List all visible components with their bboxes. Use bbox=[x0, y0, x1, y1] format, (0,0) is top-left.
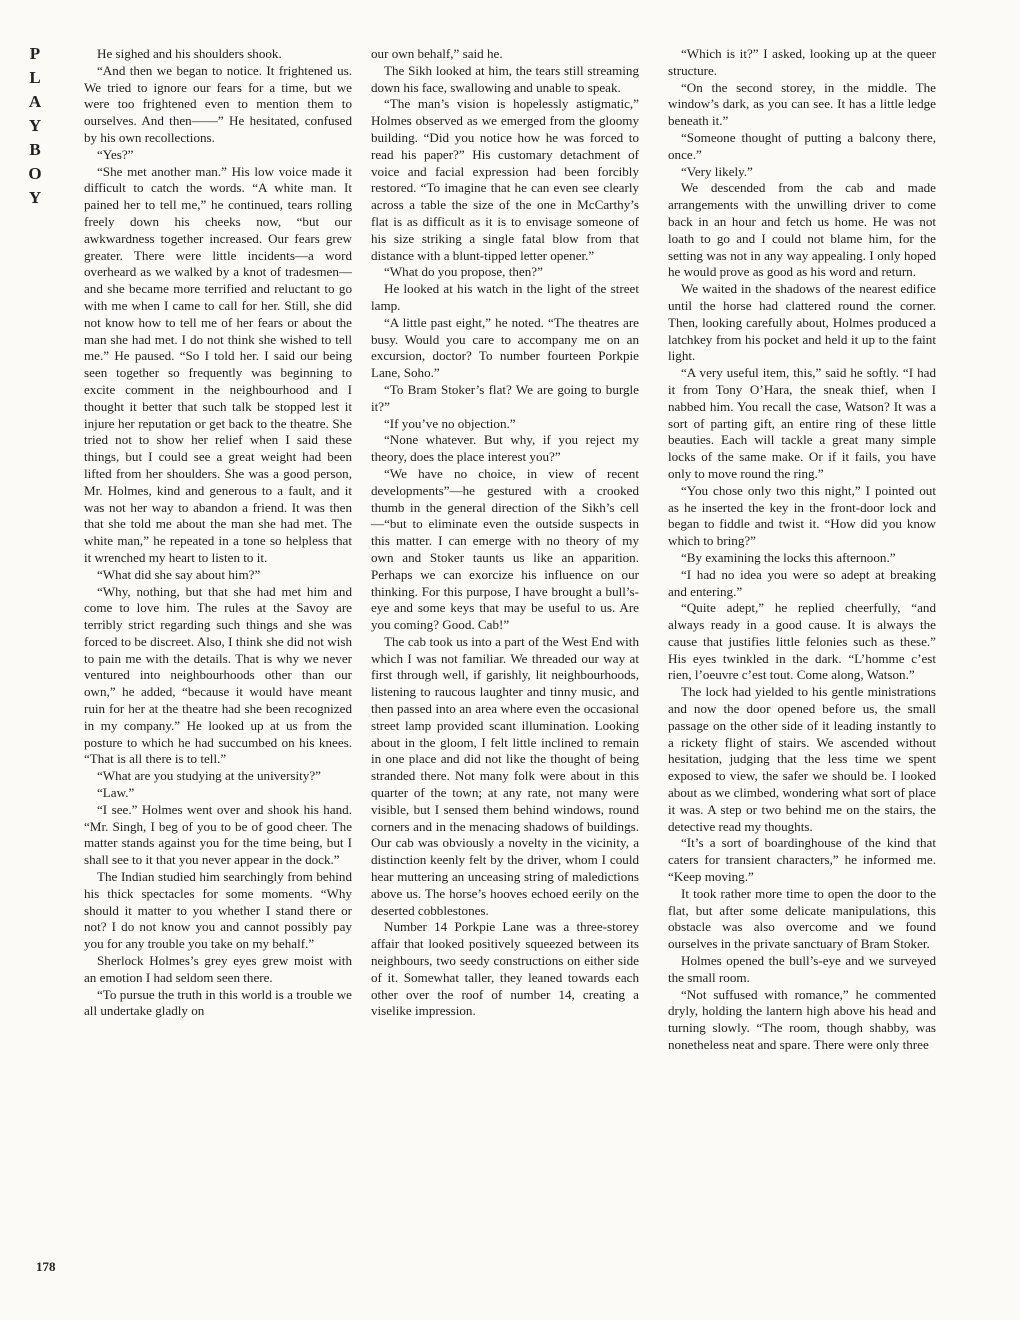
paragraph: “You chose only two this night,” I pointed out as he inserted the key in the front-door lock and began to fiddle and twist it. “How did you know which to bring?” bbox=[668, 482, 936, 549]
paragraph: It took rather more time to open the door to the flat, but after some delicate manipulations, this obstacle was also overcome and we found ourselves in the private sanctuary of Bram Stoker. bbox=[668, 885, 936, 952]
paragraph: “None whatever. But why, if you reject my theory, does the place interest you?” bbox=[371, 432, 639, 465]
paragraph: We descended from the cab and made arrangements with the unwilling driver to come back in an hour and fetch us home. He was not loath to go and I could not blame him, for the setting was not in any way appealing. I only hoped he would prove as good as his word and return. bbox=[668, 180, 936, 280]
paragraph: The Indian studied him searchingly from behind his thick spectacles for some moments. “Why should it matter to you whether I stand there or not? I do not know you and cannot possibly pay you for any trouble you take on my behalf.” bbox=[84, 869, 352, 952]
paragraph: He looked at his watch in the light of the street lamp. bbox=[371, 281, 639, 313]
paragraph: “What are you studying at the university?” bbox=[97, 768, 321, 784]
paragraph: The lock had yielded to his gentle ministrations and now the door opened before us, the small passage on the other side of it leading instantly to a rickety flight of stairs. We ascended without hesitation, judging that the less time we spent exposed to view, the safer we should be. I looked about as we climbed, wondering what sort of place it was. A step or two behind me on the stairs, the detective read my thoughts. bbox=[668, 684, 936, 834]
side-letter: Y bbox=[28, 188, 42, 207]
side-letter: Y bbox=[28, 116, 42, 135]
paragraph: “On the second storey, in the middle. The window’s dark, as you can see. It has a little ledge beneath it.” bbox=[668, 79, 936, 129]
page-number: 178 bbox=[36, 1259, 56, 1274]
paragraph: He sighed and his shoulders shook. bbox=[97, 46, 282, 61]
paragraph: “Why, nothing, but that she had met him and come to love him. The rules at the Savoy are terribly strict regarding such things and she was forced to be discreet. Also, I think she did not wish to pain me with the details. That is why we never ventured into neighbourhoods other than our own,” he added, “because it would have meant ruin for her at the theatre had she been recognized in my company.” He looked up at us from the posture to which he had succumbed on his knees. “That is all there is to tell.” bbox=[84, 583, 352, 767]
side-letter: O bbox=[28, 164, 42, 183]
text-column-1 bbox=[84, 46, 352, 1020]
paragraph: “A very useful item, this,” said he softly. “I had it from Tony O’Hara, the sneak thief, when I nabbed him. You recall the case, Watson? It was a sort of parting gift, an entire ring of these little beauties. Each will tackle a great many simple locks of the same make. Or if it fails, you have only to move round the ring.” bbox=[668, 365, 936, 481]
paragraph: “The man’s vision is hopelessly astigmatic,” Holmes observed as we emerged from the gloomy building. “Did you notice how he was forced to read his paper?” His customary detachment of voice and facial expression had been forcibly restored. “To imagine that he can even see clearly across a table the size of the one in McCarthy’s flat is as difficult as it is to envisage someone of his size striking a single fatal blow from that distance with a blunt-tipped letter opener.” bbox=[371, 96, 639, 263]
side-letter: B bbox=[29, 140, 41, 159]
side-letter: P bbox=[29, 44, 41, 63]
paragraph: The cab took us into a part of the West End with which I was not familiar. We threaded our way at first through well, if garishly, lit neighbourhoods, listening to raucous laughter and tinny music, and then passed into an area where even the occasional street lamp provided scant illumination. Looking about in the gloom, I felt little inclined to remain in one place and did not like the thought of being stranded there. Not many folk were about in this quarter of the town; at any rate, not many were visible, but I sensed them behind windows, round corners and in the menacing shadows of buildings. Our cab was obviously a novelty in the vicinity, a distinction keenly felt by the driver, whom I could hear muttering an unceasing string of maledictions above us. The horse’s hooves echoed eerily on the deserted cobblestones. bbox=[371, 633, 639, 918]
paragraph: “What did she say about him?” bbox=[97, 566, 261, 582]
text-column-3 bbox=[668, 46, 936, 1054]
side-letter: A bbox=[28, 92, 42, 111]
paragraph: “Quite adept,” he replied cheerfully, “and always ready in a good cause. It is always the cause that justifies little felonies such as these.” His eyes twinkled in the dark. “L’homme c’est rien, l’oeuvre c’est tout. Come along, Watson.” bbox=[668, 600, 936, 683]
paragraph: We waited in the shadows of the nearest edifice until the horse had clattered round the corner. Then, looking carefully about, Holmes produced a latchkey from his pocket and held it up to the faint light. bbox=[668, 281, 936, 364]
paragraph: “To Bram Stoker’s flat? We are going to burgle it?” bbox=[371, 381, 639, 414]
paragraph: The Sikh looked at him, the tears still streaming down his face, swallowing and unable to speak. bbox=[371, 62, 639, 95]
side-letter: L bbox=[29, 68, 41, 87]
paragraph: “By examining the locks this afternoon.” bbox=[681, 549, 896, 565]
paragraph: “A little past eight,” he noted. “The theatres are busy. Would you care to accompany me on an excursion, doctor? To number fourteen Porkpie Lane, Soho.” bbox=[371, 314, 639, 381]
paragraph: “Very likely.” bbox=[681, 163, 753, 179]
paragraph: “It’s a sort of boardinghouse of the kind that caters for transient characters,” he informed me. “Keep moving.” bbox=[668, 835, 936, 885]
paragraph: “And then we began to notice. It frightened us. We tried to ignore our fears for a time, but we were too frightened even to mention them to ourselves. And then——” He hesitated, confused by his own recollections. bbox=[84, 62, 352, 145]
magazine-side-label bbox=[22, 42, 48, 210]
paragraph: “Law.” bbox=[97, 785, 135, 801]
paragraph: “Someone thought of putting a balcony there, once.” bbox=[668, 129, 936, 162]
paragraph: “If you’ve no objection.” bbox=[384, 415, 516, 431]
paragraph: “Which is it?” I asked, looking up at the queer structure. bbox=[668, 46, 936, 78]
paragraph: “To pursue the truth in this world is a trouble we all undertake gladly on bbox=[84, 986, 352, 1019]
paragraph: “What do you propose, then?” bbox=[384, 264, 543, 280]
paragraph: “Not suffused with romance,” he commented dryly, holding the lantern high above his head and turning slowly. “The room, though shabby, was nonetheless neat and spare. There were only three bbox=[668, 986, 936, 1053]
paragraph: “I had no idea you were so adept at breaking and entering.” bbox=[668, 566, 936, 599]
paragraph: Holmes opened the bull’s-eye and we surveyed the small room. bbox=[668, 953, 936, 985]
paragraph: “Yes?” bbox=[97, 146, 134, 162]
text-column-2 bbox=[371, 46, 639, 1020]
paragraph: “I see.” Holmes went over and shook his hand. “Mr. Singh, I beg of you to be of good cheer. The matter stands against you for the time being, but I shall see to it that you never appear in the dock.” bbox=[84, 801, 352, 868]
paragraph: Sherlock Holmes’s grey eyes grew moist with an emotion I had seldom seen there. bbox=[84, 953, 352, 985]
paragraph: “She met another man.” His low voice made it difficult to catch the words. “A white man. It pained her to tell me,” he continued, tears rolling freely down his cheeks now, “but our awkwardness together increased. Our fears grew greater. There were little incidents—a word overheard as we walked by a knot of tradesmen—and she became more terrified and reluctant to go with me when I came to call for her. Still, she did not know how to tell me of her fears or about the man she had met. I do not think she wished to tell me.” He paused. “So I told her. I said our being seen together so frequently was beginning to excite comment in the neighbourhood and I thought it better that such talk be stopped lest it injure her reputation or get back to the theatre. She tried not to show her relief when I said these things, but I could see a great weight had been lifted from her shoulders. She was a good person, Mr. Holmes, kind and generous to a fault, and it was not her way to abandon a friend. It was then that she told me about the man she had met. The white man,” he repeated in a tone so helpless that it wrenched my heart to listen to it. bbox=[84, 163, 352, 565]
paragraph: our own behalf,” said he. bbox=[371, 46, 503, 61]
paragraph: “We have no choice, in view of recent developments”—he gestured with a crooked thumb in the general direction of the Sikh’s cell—“but to eliminate even the outside suspects in this matter. I can emerge with no theory of my own and Stoker taunts us like an apparition. Perhaps we can exorcize his influence on our thinking. For this purpose, I have brought a bull’s-eye and some keys that may be useful to us. Are you coming? Good. Cab!” bbox=[371, 465, 639, 633]
paragraph: Number 14 Porkpie Lane was a three-storey affair that looked positively squeezed between its neighbours, two seedy constructions on either side of it. Somewhat taller, they leaned towards each other over the roof of number 14, creating a viselike impression. bbox=[371, 919, 639, 1019]
